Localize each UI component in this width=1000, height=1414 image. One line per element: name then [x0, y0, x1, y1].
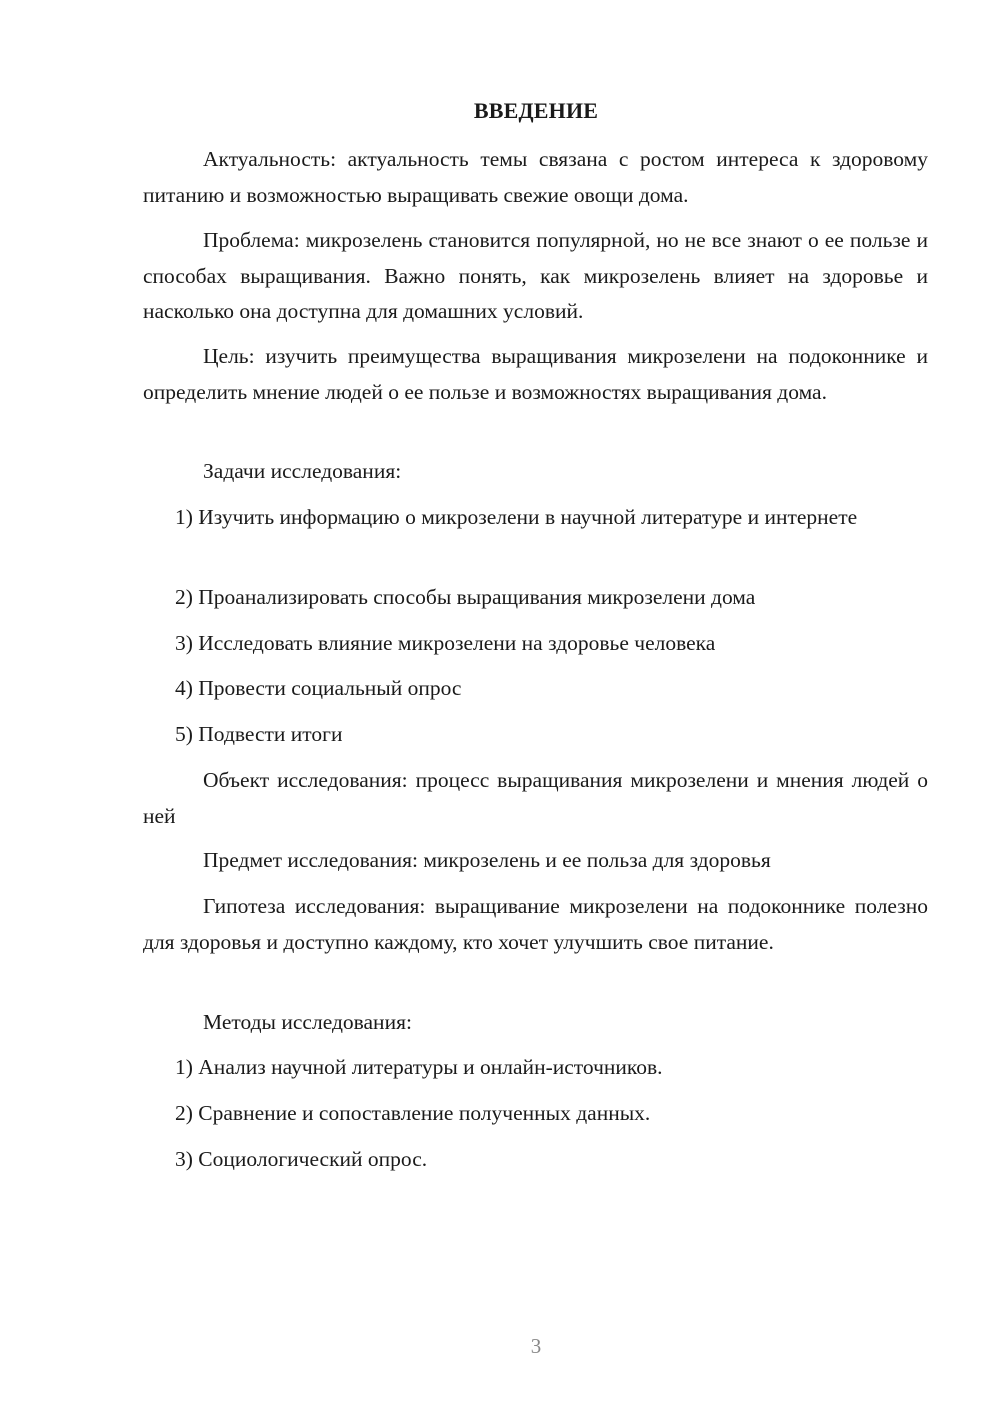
- relevance-paragraph: Актуальность: актуальность темы связана с ростом интереса к здоровому питанию и возможностью выращивать свежие овощи дома.: [143, 147, 928, 207]
- task-item-1: 1) Изучить информацию о микрозелени в научной литературе и интернете: [175, 505, 858, 529]
- task-item-4: 4) Провести социальный опрос: [175, 676, 462, 700]
- page-number: 3: [530, 1334, 542, 1358]
- task-item-3: 3) Исследовать влияние микрозелени на здоровье человека: [175, 631, 716, 655]
- subject-paragraph: Предмет исследования: микрозелень и ее польза для здоровья: [203, 848, 771, 872]
- method-item-2: 2) Сравнение и сопоставление полученных данных.: [175, 1101, 651, 1125]
- goal-paragraph: Цель: изучить преимущества выращивания микрозелени на подоконнике и определить мнение людей о ее пользе и возможностях выращивания дома.: [143, 344, 928, 404]
- method-item-1: 1) Анализ научной литературы и онлайн-источников.: [175, 1055, 663, 1079]
- hypothesis-paragraph: Гипотеза исследования: выращивание микрозелени на подоконнике полезно для здоровья и доступно каждому, кто хочет улучшить свое питание.: [143, 894, 928, 954]
- methods-heading: Методы исследования:: [203, 1010, 412, 1034]
- task-item-5: 5) Подвести итоги: [175, 722, 343, 746]
- object-paragraph: Объект исследования: процесс выращивания микрозелени и мнения людей о ней: [143, 768, 928, 828]
- task-item-2: 2) Проанализировать способы выращивания микрозелени дома: [175, 585, 756, 609]
- tasks-heading: Задачи исследования:: [203, 459, 402, 483]
- page-title: ВВЕДЕНИЕ: [473, 98, 599, 123]
- method-item-3: 3) Социологический опрос.: [175, 1147, 428, 1171]
- problem-paragraph: Проблема: микрозелень становится популярной, но не все знают о ее пользе и способах выращивания. Важно понять, как микрозелень влияет на здоровье и насколько она доступна для домашних условий.: [143, 228, 928, 323]
